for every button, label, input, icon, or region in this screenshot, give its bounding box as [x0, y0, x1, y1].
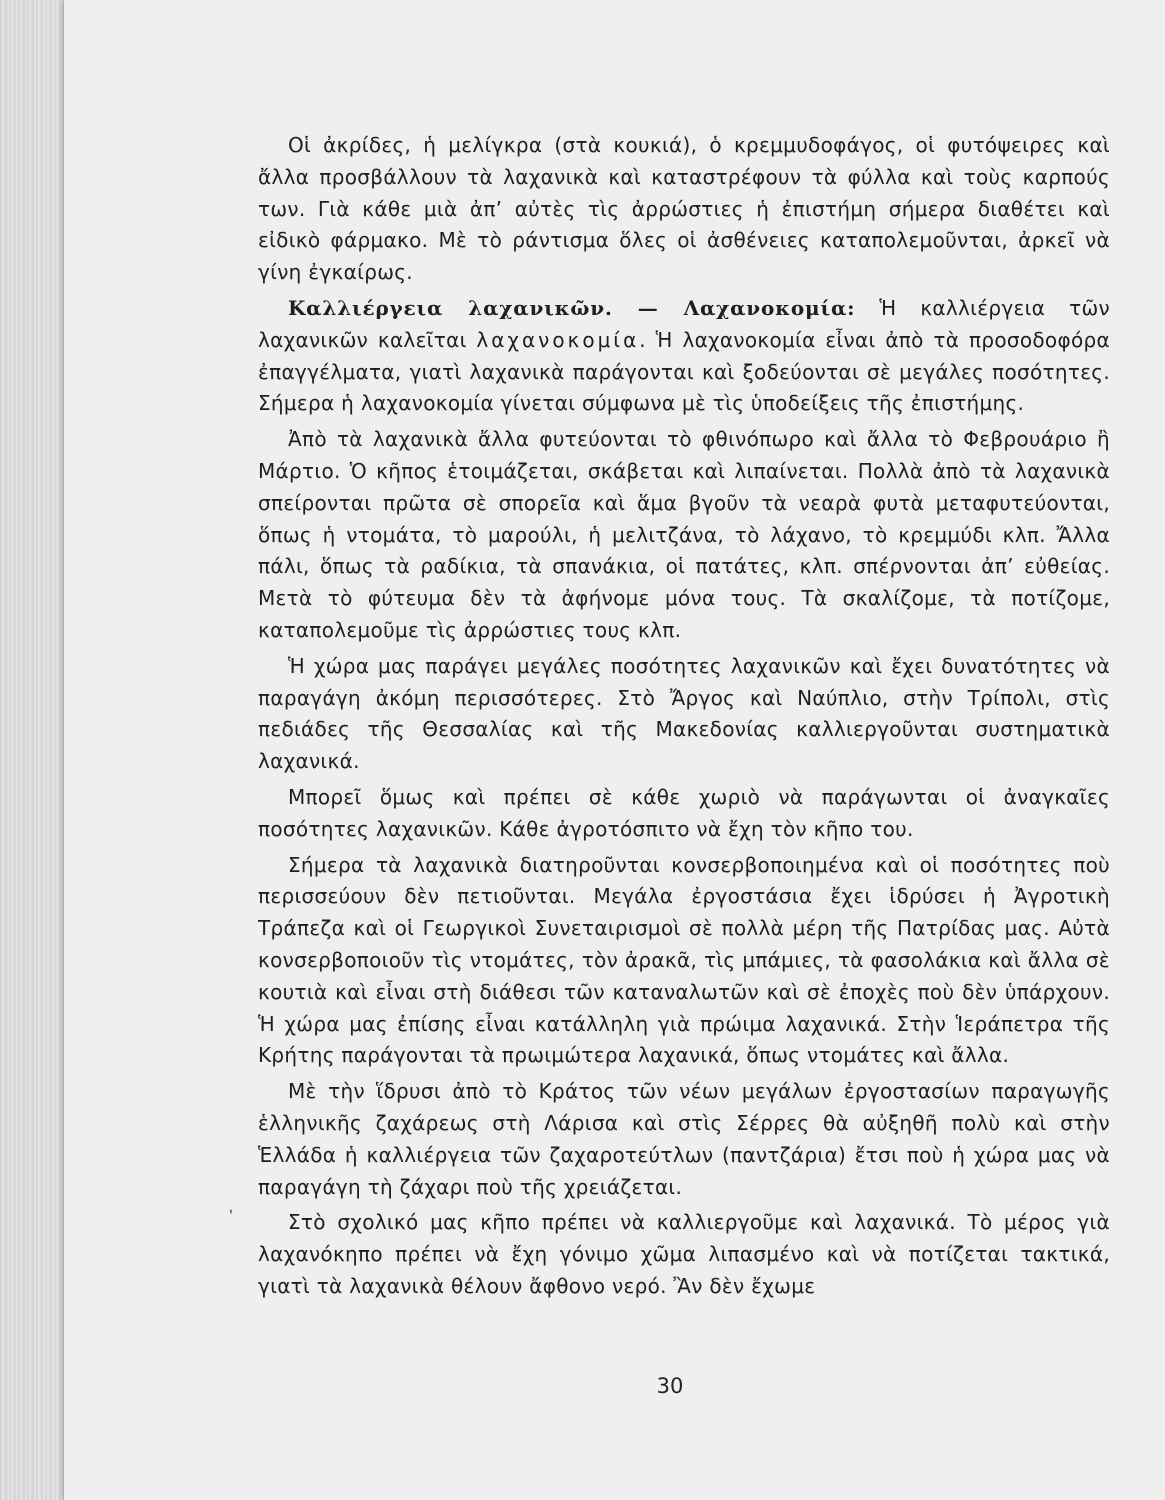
paragraph-vegetable-farming	[258, 293, 1110, 420]
paragraph-planting	[258, 424, 1110, 647]
page-stack-edges	[0, 0, 70, 1500]
paragraph-text: Ἡ καλλιέργεια τῶν λαχανικῶν καλεῖται	[258, 295, 1110, 352]
paragraph-text: Στὸ σχολικό μας κῆπο πρέπει νὰ καλλιεργοῦμε καὶ λαχανικά. Τὸ μέρος γιὰ λαχανόκηπο πρέπει νὰ ἔχη γόνιμο χῶμα λιπασμένο καὶ νὰ ποτίζεται τακτικά, γιατὶ τὰ λαχανικὰ θέλουν ἄφθονο νερό. Ἂν δὲν ἔχωμε	[258, 1210, 1110, 1298]
term-highlight: λαχανοκομία	[476, 327, 640, 352]
page-number: 30	[656, 1374, 684, 1398]
paragraph-text: Μπορεῖ ὅμως καὶ πρέπει σὲ κάθε χωριὸ νὰ παράγωνται οἱ ἀναγκαῖες ποσότητες λαχανικῶν. Κάθε ἀγροτόσπιτο νὰ ἔχη τὸν κῆπο του.	[258, 784, 1110, 841]
body-text	[258, 130, 1110, 1307]
paragraph-text: . Ἡ λαχανοκομία εἶναι ἀπὸ τὰ προσοδοφόρα ἐπαγγέλματα, γιατὶ λαχανικὰ παράγονται καὶ ξοδεύονται σὲ μεγάλες ποσότητες. Σήμερα ἡ λαχανοκομία γίνεται σύμφωνα μὲ τὶς ὑποδείξεις τῆς ἐπιστήμης.	[258, 327, 1110, 416]
paragraph-pests	[258, 130, 1110, 289]
paragraph-production	[258, 651, 1110, 778]
paragraph-village-gardens	[258, 782, 1110, 846]
paragraph-canning	[258, 850, 1110, 1073]
paragraph-text: Οἱ ἀκρίδες, ἡ μελίγκρα (στὰ κουκιά), ὁ κρεμμυδοφάγος, οἱ φυτόψειρες καὶ ἄλλα προσβάλλουν τὰ λαχανικὰ καὶ καταστρέφουν τὰ φύλλα καὶ τοὺς καρπούς των. Γιὰ κάθε μιὰ ἀπ’ αὐτὲς τὶς ἀρρώστιες ἡ ἐπιστήμη σήμερα διαθέτει καὶ εἰδικὸ φάρμακο. Μὲ τὸ ράντισμα ὅλες οἱ ἀσθένειες καταπολεμοῦνται, ἀρκεῖ νὰ γίνη ἐγκαίρως.	[258, 133, 1110, 285]
paragraph-text: Σήμερα τὰ λαχανικὰ διατηροῦνται κονσερβοποιημένα καὶ οἱ ποσότητες ποὺ περισσεύουν δὲν πετιοῦνται. Μεγάλα ἐργοστάσια ἔχει ἱδρύσει ἡ Ἀγροτικὴ Τράπεζα καὶ οἱ Γεωργικοὶ Συνεταιρισμοὶ σὲ πολλὰ μέρη τῆς Πατρίδας μας. Αὐτὰ κονσερβοποιοῦν τὶς ντομάτες, τὸν ἀρακᾶ, τὶς μπάμιες, τὰ φασολάκια καὶ ἄλλα σὲ κουτιὰ καὶ εἶναι στὴ διάθεσι τῶν καταναλωτῶν καὶ σὲ ἐποχὲς ποὺ δὲν ὑπάρχουν. Ἡ χώρα μας ἐπίσης εἶναι κατάλληλη γιὰ πρώιμα λαχανικά. Στὴν Ἱεράπετρα τῆς Κρήτης παράγονται τὰ πρωιμώτερα λαχανικά, ὅπως ντομάτες καὶ ἄλλα.	[258, 852, 1110, 1068]
paragraph-text: Μὲ τὴν ἵδρυσι ἀπὸ τὸ Κράτος τῶν νέων μεγάλων ἐργοστασίων παραγωγῆς ἑλληνικῆς ζαχάρεως στὴ Λάρισα καὶ στὶς Σέρρες θὰ αὐξηθῆ πολὺ καὶ στὴν Ἑλλάδα ἡ καλλιέργεια τῶν ζαχαροτεύτλων (παντζάρια) ἔτσι ποὺ ἡ χώρα μας νὰ παραγάγη τὴ ζάχαρι ποὺ τῆς χρειάζεται.	[258, 1079, 1110, 1199]
paragraph-text: Ἀπὸ τὰ λαχανικὰ ἄλλα φυτεύονται τὸ φθινόπωρο καὶ ἄλλα τὸ Φεβρουάριο ἢ Μάρτιο. Ὁ κῆπος ἑτοιμάζεται, σκάβεται καὶ λιπαίνεται. Πολλὰ ἀπὸ τὰ λαχανικὰ σπείρονται πρῶτα σὲ σπορεῖα καὶ ἅμα βγοῦν τὰ νεαρὰ φυτὰ μεταφυτεύονται, ὅπως ἡ ντομάτα, τὸ μαρούλι, ἡ μελιτζάνα, τὸ λάχανο, τὸ κρεμμύδι κλπ. Ἄλλα πάλι, ὅπως τὰ ραδίκια, τὰ σπανάκια, οἱ πατάτες, κλπ. σπέρνονται ἀπ’ εὐθείας. Μετὰ τὸ φύτευμα δὲν τὰ ἀφήνομε μόνα τους. Τὰ σκαλίζομε, τὰ ποτίζομε, καταπολεμοῦμε τὶς ἀρρώστιες τους κλπ.	[258, 427, 1110, 642]
paragraph-text: Ἡ χώρα μας παράγει μεγάλες ποσότητες λαχανικῶν καὶ ἔχει δυνατότητες νὰ παραγάγη ἀκόμη περισσότερες. Στὸ Ἄργος καὶ Ναύπλιο, στὴν Τρίπολι, στὶς πεδιάδες τῆς Θεσσαλίας καὶ τῆς Μακεδονίας καλλιεργοῦνται συστηματικὰ λαχανικά.	[258, 653, 1110, 774]
paragraph-sugar-factories	[258, 1076, 1110, 1203]
stray-ink-mark: '	[229, 1208, 233, 1224]
section-heading: Καλλιέργεια λαχανικῶν. — Λαχανοκομία:	[288, 295, 856, 320]
paragraph-school-garden	[258, 1207, 1110, 1302]
